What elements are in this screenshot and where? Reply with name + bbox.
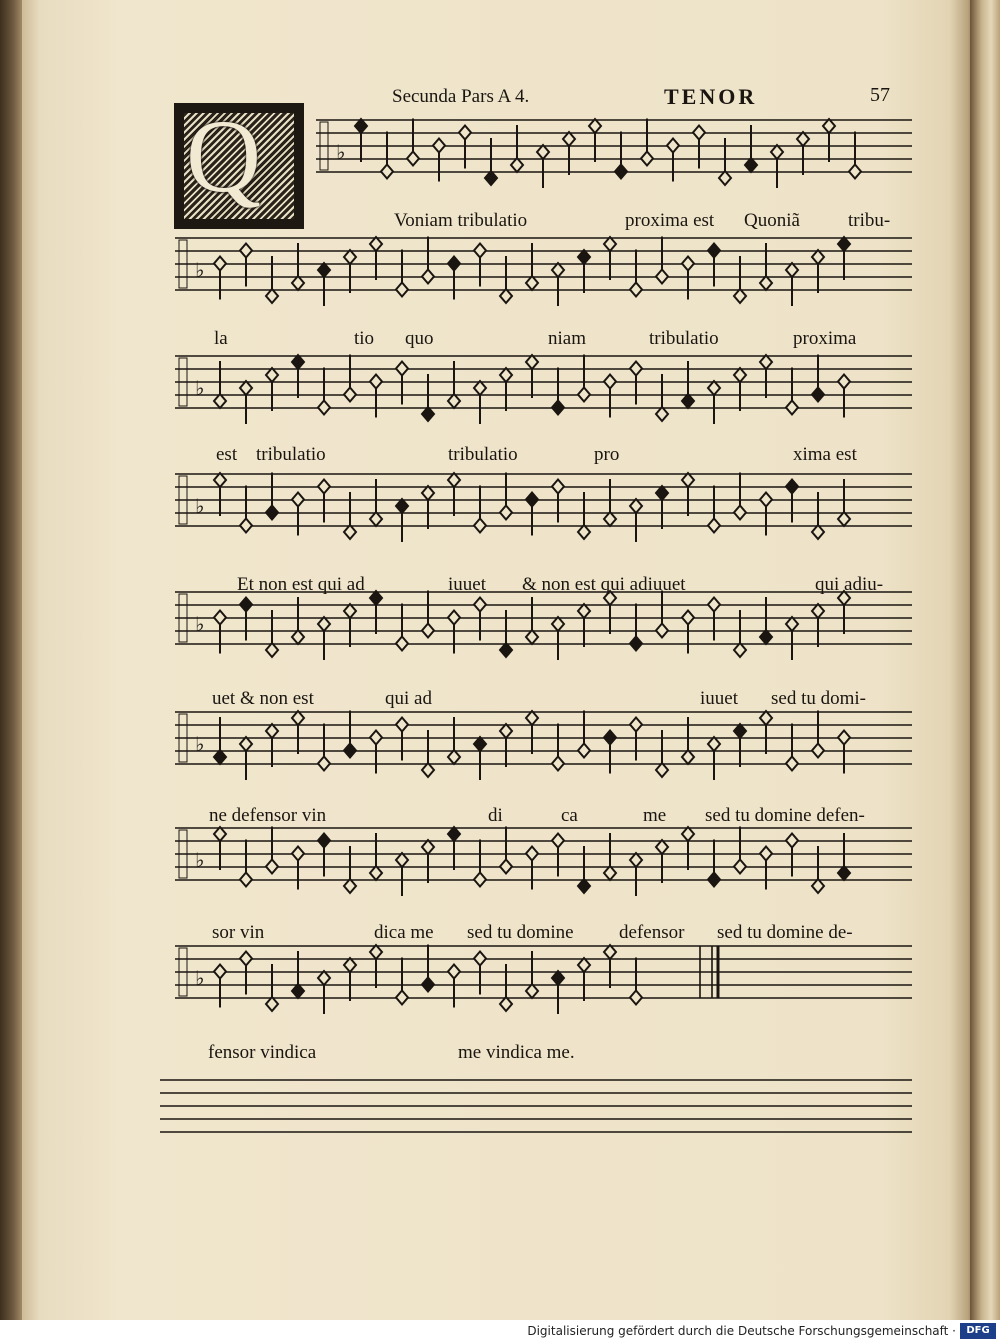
note-head <box>786 263 798 277</box>
note-head <box>344 744 356 758</box>
note-head <box>266 643 278 657</box>
note-head <box>682 611 694 625</box>
lyric: sed tu domine <box>467 922 574 943</box>
lyric: quo <box>405 328 434 349</box>
note-head <box>797 132 809 146</box>
page-header <box>392 84 912 114</box>
note-head <box>552 757 564 771</box>
note-head <box>656 407 668 421</box>
note-head <box>552 401 564 415</box>
note-head <box>370 591 382 605</box>
note-head <box>812 744 824 758</box>
lyric: qui ad <box>385 688 432 709</box>
note-head <box>292 711 304 725</box>
lyric: ne defensor vin <box>209 805 327 826</box>
note-head <box>604 731 616 745</box>
note-head <box>292 493 304 507</box>
note-head <box>214 611 226 625</box>
note-head <box>318 263 330 277</box>
note-head <box>433 139 445 153</box>
note-head <box>344 958 356 972</box>
note-head <box>578 388 590 402</box>
note-head <box>760 847 772 861</box>
note-head <box>630 853 642 867</box>
note-head <box>734 506 746 520</box>
note-head <box>682 394 694 408</box>
flat-sign: ♭ <box>336 140 346 164</box>
note-head <box>318 480 330 494</box>
note-head <box>240 873 252 887</box>
note-head <box>292 630 304 644</box>
note-head <box>656 763 668 777</box>
note-head <box>604 512 616 526</box>
lyric: & non est qui adiuuet <box>522 574 686 595</box>
lyric: sor vin <box>212 922 265 943</box>
note-head <box>578 879 590 893</box>
note-head <box>500 997 512 1011</box>
note-head <box>448 473 460 487</box>
voice-label: TENOR <box>664 84 758 109</box>
note-head <box>344 525 356 539</box>
note-head <box>682 750 694 764</box>
note-head <box>656 486 668 500</box>
note-head <box>344 879 356 893</box>
lyric: di <box>488 805 503 826</box>
note-head <box>292 847 304 861</box>
note-head <box>422 978 434 992</box>
lyric: Quoniã <box>744 210 800 231</box>
note-head <box>656 624 668 638</box>
note-head <box>838 237 850 251</box>
note-head <box>485 171 497 185</box>
note-head <box>407 152 419 166</box>
note-head <box>500 289 512 303</box>
note-head <box>667 139 679 153</box>
note-head <box>734 860 746 874</box>
note-head <box>500 724 512 738</box>
note-head <box>474 381 486 395</box>
note-head <box>526 276 538 290</box>
note-head <box>344 250 356 264</box>
note-head <box>812 879 824 893</box>
note-head <box>292 355 304 369</box>
note-head <box>396 499 408 513</box>
lyric: sed tu domi- <box>771 688 866 709</box>
note-head <box>474 737 486 751</box>
note-head <box>630 637 642 651</box>
note-head <box>370 731 382 745</box>
note-head <box>760 493 772 507</box>
flat-sign: ♭ <box>195 848 205 872</box>
note-head <box>448 827 460 841</box>
note-head <box>240 598 252 612</box>
digitization-footer <box>0 1320 1000 1343</box>
note-head <box>708 873 720 887</box>
lyric: iuuet <box>700 688 738 709</box>
note-head <box>760 711 772 725</box>
note-head <box>396 637 408 651</box>
note-head <box>240 519 252 533</box>
note-head <box>500 860 512 874</box>
note-head <box>708 737 720 751</box>
note-head <box>240 737 252 751</box>
note-head <box>552 971 564 985</box>
initial-letter: Q <box>186 99 262 214</box>
note-head <box>381 165 393 179</box>
note-head <box>734 368 746 382</box>
note-head <box>812 604 824 618</box>
lyric: tribulatio <box>649 328 719 349</box>
note-head <box>318 617 330 631</box>
note-head <box>589 119 601 133</box>
note-head <box>240 952 252 966</box>
dfg-logo: DFG <box>960 1323 996 1339</box>
lyric: proxima <box>793 328 857 349</box>
note-head <box>318 401 330 415</box>
note-head <box>656 270 668 284</box>
note-head <box>630 718 642 732</box>
note-head <box>422 486 434 500</box>
note-head <box>786 480 798 494</box>
lyric: defensor <box>619 922 685 943</box>
note-head <box>812 525 824 539</box>
note-head <box>355 119 367 133</box>
lyric: qui adiu- <box>815 574 884 595</box>
lyric: la <box>214 328 228 349</box>
note-head <box>459 126 471 140</box>
note-head <box>630 991 642 1005</box>
note-head <box>370 866 382 880</box>
note-head <box>552 263 564 277</box>
lyric: dica me <box>374 922 434 943</box>
note-head <box>266 368 278 382</box>
note-head <box>526 630 538 644</box>
note-head <box>771 145 783 159</box>
note-head <box>604 375 616 389</box>
note-head <box>370 375 382 389</box>
note-head <box>563 132 575 146</box>
note-head <box>838 512 850 526</box>
lyric: pro <box>594 444 620 465</box>
note-head <box>838 375 850 389</box>
note-head <box>214 750 226 764</box>
note-head <box>604 945 616 959</box>
part-label: Secunda Pars A 4. <box>392 86 530 107</box>
note-head <box>708 598 720 612</box>
note-head <box>474 873 486 887</box>
note-head <box>448 750 460 764</box>
note-head <box>745 158 757 172</box>
note-head <box>422 624 434 638</box>
note-head <box>422 270 434 284</box>
decorated-initial <box>174 99 304 229</box>
note-head <box>719 171 731 185</box>
note-head <box>786 757 798 771</box>
lyric: tribulatio <box>448 444 518 465</box>
page-number: 57 <box>870 84 890 106</box>
lyric: ca <box>561 805 578 826</box>
note-head <box>823 119 835 133</box>
note-head <box>396 362 408 376</box>
note-head <box>526 847 538 861</box>
note-head <box>526 984 538 998</box>
note-head <box>318 971 330 985</box>
note-head <box>240 244 252 258</box>
note-head <box>578 525 590 539</box>
note-head <box>786 401 798 415</box>
note-head <box>552 617 564 631</box>
lyric: sed tu domine defen- <box>705 805 865 826</box>
note-head <box>214 827 226 841</box>
lyric: niam <box>548 328 586 349</box>
note-head <box>240 381 252 395</box>
lyric: tribu- <box>848 210 891 231</box>
note-head <box>615 165 627 179</box>
note-head <box>682 257 694 271</box>
note-head <box>708 244 720 258</box>
lyric: tio <box>354 328 375 349</box>
note-head <box>422 763 434 777</box>
note-head <box>838 866 850 880</box>
note-head <box>500 506 512 520</box>
note-head <box>448 965 460 979</box>
note-head <box>266 289 278 303</box>
note-head <box>292 276 304 290</box>
note-head <box>838 731 850 745</box>
note-head <box>786 834 798 848</box>
flat-sign: ♭ <box>195 376 205 400</box>
note-head <box>578 958 590 972</box>
note-head <box>344 388 356 402</box>
note-head <box>630 362 642 376</box>
note-head <box>214 965 226 979</box>
note-head <box>214 394 226 408</box>
note-head <box>604 237 616 251</box>
note-head <box>266 997 278 1011</box>
note-head <box>396 283 408 297</box>
note-head <box>214 473 226 487</box>
flat-sign: ♭ <box>195 966 205 990</box>
note-head <box>552 834 564 848</box>
note-head <box>656 840 668 854</box>
note-head <box>474 952 486 966</box>
lyric: me vindica me. <box>458 1042 575 1063</box>
flat-sign: ♭ <box>195 494 205 518</box>
flat-sign: ♭ <box>195 612 205 636</box>
lyric: iuuet <box>448 574 486 595</box>
lyric: me <box>643 805 667 826</box>
flat-sign: ♭ <box>195 258 205 282</box>
note-head <box>266 506 278 520</box>
note-head <box>396 718 408 732</box>
lyric: est <box>216 444 238 465</box>
lyric: tribulatio <box>256 444 326 465</box>
note-head <box>292 984 304 998</box>
note-head <box>786 617 798 631</box>
note-head <box>734 643 746 657</box>
note-head <box>396 853 408 867</box>
lyric: proxima est <box>625 210 715 231</box>
note-head <box>370 512 382 526</box>
note-head <box>760 355 772 369</box>
note-head <box>812 250 824 264</box>
note-head <box>448 394 460 408</box>
note-head <box>812 388 824 402</box>
note-head <box>760 276 772 290</box>
note-head <box>474 598 486 612</box>
note-head <box>630 283 642 297</box>
note-head <box>511 158 523 172</box>
note-head <box>448 611 460 625</box>
note-head <box>370 945 382 959</box>
note-head <box>474 519 486 533</box>
lyric: sed tu domine de- <box>717 922 853 943</box>
note-head <box>396 991 408 1005</box>
note-head <box>526 493 538 507</box>
note-head <box>641 152 653 166</box>
note-head <box>693 126 705 140</box>
note-head <box>526 355 538 369</box>
note-head <box>318 757 330 771</box>
note-head <box>849 165 861 179</box>
note-head <box>370 237 382 251</box>
note-head <box>318 834 330 848</box>
flat-sign: ♭ <box>195 732 205 756</box>
lyric: xima est <box>793 444 857 465</box>
note-head <box>734 289 746 303</box>
note-head <box>500 643 512 657</box>
note-head <box>578 604 590 618</box>
note-head <box>760 630 772 644</box>
note-head <box>214 257 226 271</box>
note-head <box>537 145 549 159</box>
note-head <box>422 407 434 421</box>
note-head <box>682 827 694 841</box>
note-head <box>578 250 590 264</box>
lyric: Et non est qui ad <box>237 574 365 595</box>
note-head <box>266 724 278 738</box>
note-head <box>422 840 434 854</box>
note-head <box>708 519 720 533</box>
note-head <box>604 866 616 880</box>
note-head <box>630 499 642 513</box>
note-head <box>552 480 564 494</box>
note-head <box>344 604 356 618</box>
lyric: Voniam tribulatio <box>394 210 528 231</box>
note-head <box>708 381 720 395</box>
note-head <box>734 724 746 738</box>
note-head <box>682 473 694 487</box>
footer-credit: Digitalisierung gefördert durch die Deutsche Forschungsgemeinschaft · <box>527 1324 956 1338</box>
note-head <box>500 368 512 382</box>
lyric: uet & non est <box>212 688 314 709</box>
note-head <box>266 860 278 874</box>
note-head <box>578 744 590 758</box>
lyric: fensor vindica <box>208 1042 317 1063</box>
note-head <box>448 257 460 271</box>
note-head <box>526 711 538 725</box>
note-head <box>474 244 486 258</box>
